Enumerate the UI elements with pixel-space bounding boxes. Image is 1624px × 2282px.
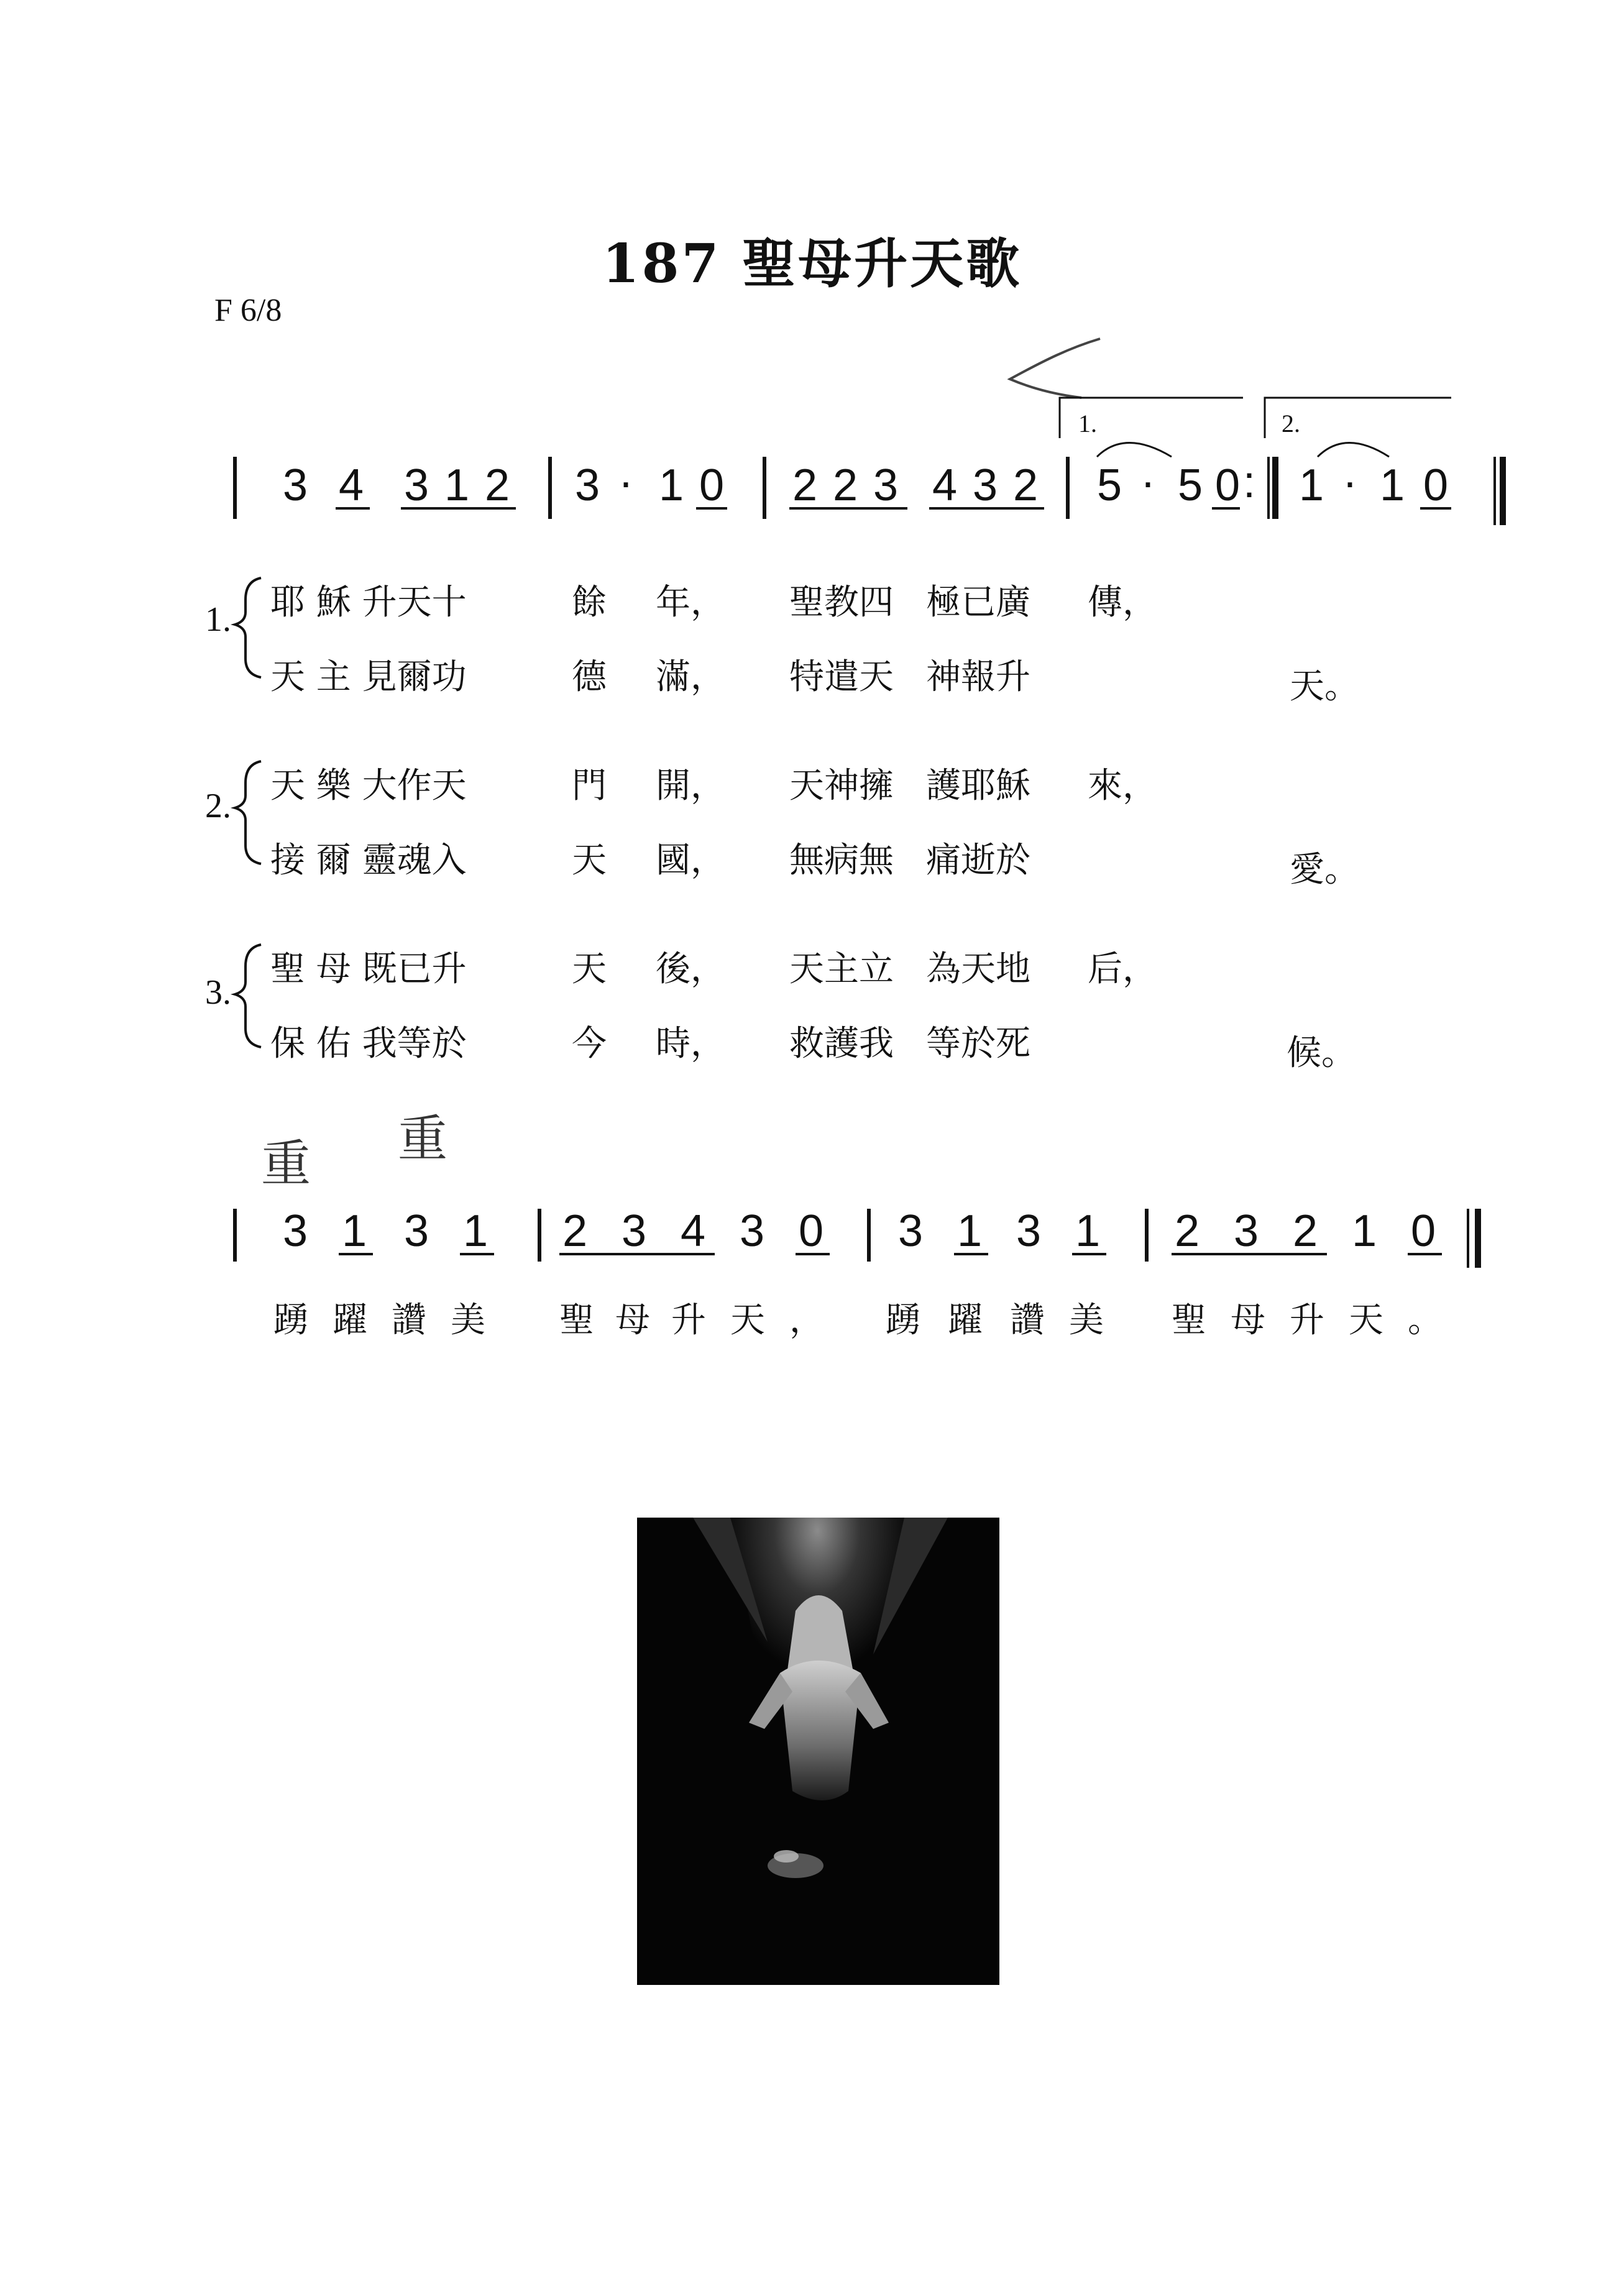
verse-number: 2. bbox=[205, 787, 231, 825]
refrain-char: 讚 bbox=[392, 1300, 426, 1340]
note: 1 bbox=[1352, 1206, 1377, 1256]
handwritten-mark: 重 bbox=[398, 1110, 447, 1168]
note: 1 bbox=[342, 1206, 367, 1256]
lyric: 國， bbox=[656, 840, 725, 881]
note: 2 bbox=[1013, 461, 1039, 510]
note: 4 bbox=[339, 461, 364, 510]
lyric: 門 bbox=[572, 766, 607, 806]
assumption-illustration bbox=[637, 1518, 999, 1985]
note: 3 bbox=[740, 1206, 765, 1256]
lyric: 天 bbox=[572, 840, 607, 881]
note: 3 bbox=[1016, 1206, 1042, 1256]
refrain-char: 天 bbox=[1349, 1300, 1383, 1340]
note: · bbox=[618, 457, 633, 507]
refrain-char: 讚 bbox=[1010, 1300, 1045, 1340]
lyric: 天神擁 bbox=[789, 766, 894, 806]
note: 1 bbox=[957, 1206, 983, 1256]
lyric: 極已廣 bbox=[926, 582, 1030, 623]
note: · bbox=[1342, 457, 1357, 507]
lyric: 德 bbox=[572, 657, 607, 697]
ending-2: 2. bbox=[1282, 410, 1300, 438]
note: 2 bbox=[485, 461, 510, 510]
note: 0 bbox=[799, 1206, 824, 1256]
page-title: 187 聖母升天歌 bbox=[602, 232, 1022, 295]
lyric: 保 佑 我等於 bbox=[270, 1024, 467, 1064]
note: 0 bbox=[1423, 461, 1449, 510]
note: 3 bbox=[1234, 1206, 1259, 1256]
refrain-char: 母 bbox=[1231, 1300, 1265, 1340]
refrain-char: 躍 bbox=[948, 1300, 983, 1340]
note: 2 bbox=[1293, 1206, 1318, 1256]
line2-notes bbox=[283, 1206, 1436, 1256]
verse-number: 3. bbox=[205, 973, 231, 1012]
note: 3 bbox=[283, 1206, 308, 1256]
lyric: 特遣天 bbox=[789, 657, 894, 697]
note: 3 bbox=[873, 461, 899, 510]
note: 3 bbox=[404, 1206, 429, 1256]
lyric: 傳， bbox=[1088, 582, 1157, 623]
note: 0 bbox=[1411, 1206, 1436, 1256]
lyric: 聖 母 既已升 bbox=[270, 949, 467, 989]
lyric: 愛。 bbox=[1290, 850, 1359, 890]
lyric: 護耶穌 bbox=[926, 766, 1030, 806]
lyric: 接 爾 靈魂入 bbox=[270, 840, 467, 881]
illustration-art bbox=[637, 1518, 999, 1985]
refrain-char: ， bbox=[789, 1300, 824, 1340]
lyric: 為天地 bbox=[926, 949, 1030, 989]
lyric: 痛逝於 bbox=[926, 840, 1030, 881]
note: 3 bbox=[404, 461, 429, 510]
lyric: 耶 穌 升天十 bbox=[270, 582, 467, 623]
note: 2 bbox=[1175, 1206, 1200, 1256]
note: 1 bbox=[1380, 461, 1405, 510]
refrain-char: 。 bbox=[1408, 1300, 1443, 1340]
lyric: 救護我 bbox=[789, 1024, 894, 1064]
repeat-colon: : bbox=[1243, 457, 1256, 507]
lyric: 天。 bbox=[1290, 666, 1359, 707]
refrain-char: 踴 bbox=[273, 1300, 308, 1340]
lyric: 年， bbox=[656, 582, 725, 623]
note: 0 bbox=[1215, 461, 1241, 510]
note: 3 bbox=[575, 461, 600, 510]
lyric: 等於死 bbox=[926, 1024, 1030, 1064]
ties bbox=[1097, 443, 1389, 457]
lyric: 天 bbox=[572, 949, 607, 989]
lyric: 天 主 見爾功 bbox=[270, 657, 467, 697]
note: 3 bbox=[283, 461, 308, 510]
lyric: 后， bbox=[1088, 949, 1157, 989]
lyric: 無病無 bbox=[789, 840, 894, 881]
note: 1 bbox=[463, 1206, 489, 1256]
refrain-char: 聖 bbox=[559, 1300, 594, 1340]
refrain-char: 升 bbox=[1290, 1300, 1324, 1340]
lyric: 來， bbox=[1088, 766, 1157, 806]
note: 3 bbox=[973, 461, 998, 510]
note: 2 bbox=[792, 461, 818, 510]
note: 5 bbox=[1097, 461, 1122, 510]
lyric: 神報升 bbox=[926, 657, 1030, 697]
note: 1 bbox=[1075, 1206, 1101, 1256]
note: 3 bbox=[622, 1206, 647, 1256]
lyric: 餘 bbox=[572, 582, 607, 623]
refrain-char: 聖 bbox=[1172, 1300, 1206, 1340]
volta-brackets bbox=[1060, 398, 1451, 438]
note: · bbox=[1140, 457, 1155, 507]
lyric: 天 樂 大作天 bbox=[270, 766, 467, 806]
lyric: 今 bbox=[572, 1024, 607, 1064]
note: 2 bbox=[833, 461, 858, 510]
note: 3 bbox=[898, 1206, 924, 1256]
refrain-char: 踴 bbox=[886, 1300, 920, 1340]
note: 5 bbox=[1178, 461, 1203, 510]
refrain-char: 升 bbox=[671, 1300, 706, 1340]
refrain-char: 美 bbox=[1069, 1300, 1104, 1340]
note: 1 bbox=[1299, 461, 1324, 510]
lyric: 候。 bbox=[1287, 1033, 1356, 1073]
refrain-char: 母 bbox=[615, 1300, 650, 1340]
key-signature: F 6/8 bbox=[214, 293, 282, 328]
verse-number: 1. bbox=[205, 600, 231, 639]
refrain-char: 躍 bbox=[333, 1300, 367, 1340]
refrain-char: 美 bbox=[451, 1300, 485, 1340]
verse-braces bbox=[235, 578, 261, 1047]
note: 1 bbox=[659, 461, 684, 510]
ending-1: 1. bbox=[1078, 410, 1097, 438]
lyric: 滿， bbox=[656, 657, 725, 697]
lyric: 後， bbox=[656, 949, 725, 989]
lyric: 天主立 bbox=[789, 949, 894, 989]
lyric: 時， bbox=[656, 1024, 725, 1064]
lyric: 聖教四 bbox=[789, 582, 894, 623]
refrain-char: 天 bbox=[730, 1300, 765, 1340]
note: 4 bbox=[932, 461, 958, 510]
handwritten-mark: 重 bbox=[261, 1135, 311, 1193]
lyric: 開， bbox=[656, 766, 725, 806]
note: 0 bbox=[699, 461, 725, 510]
pencil-mark bbox=[1010, 339, 1100, 398]
note: 2 bbox=[562, 1206, 588, 1256]
note: 1 bbox=[444, 461, 470, 510]
note: 4 bbox=[681, 1206, 706, 1256]
